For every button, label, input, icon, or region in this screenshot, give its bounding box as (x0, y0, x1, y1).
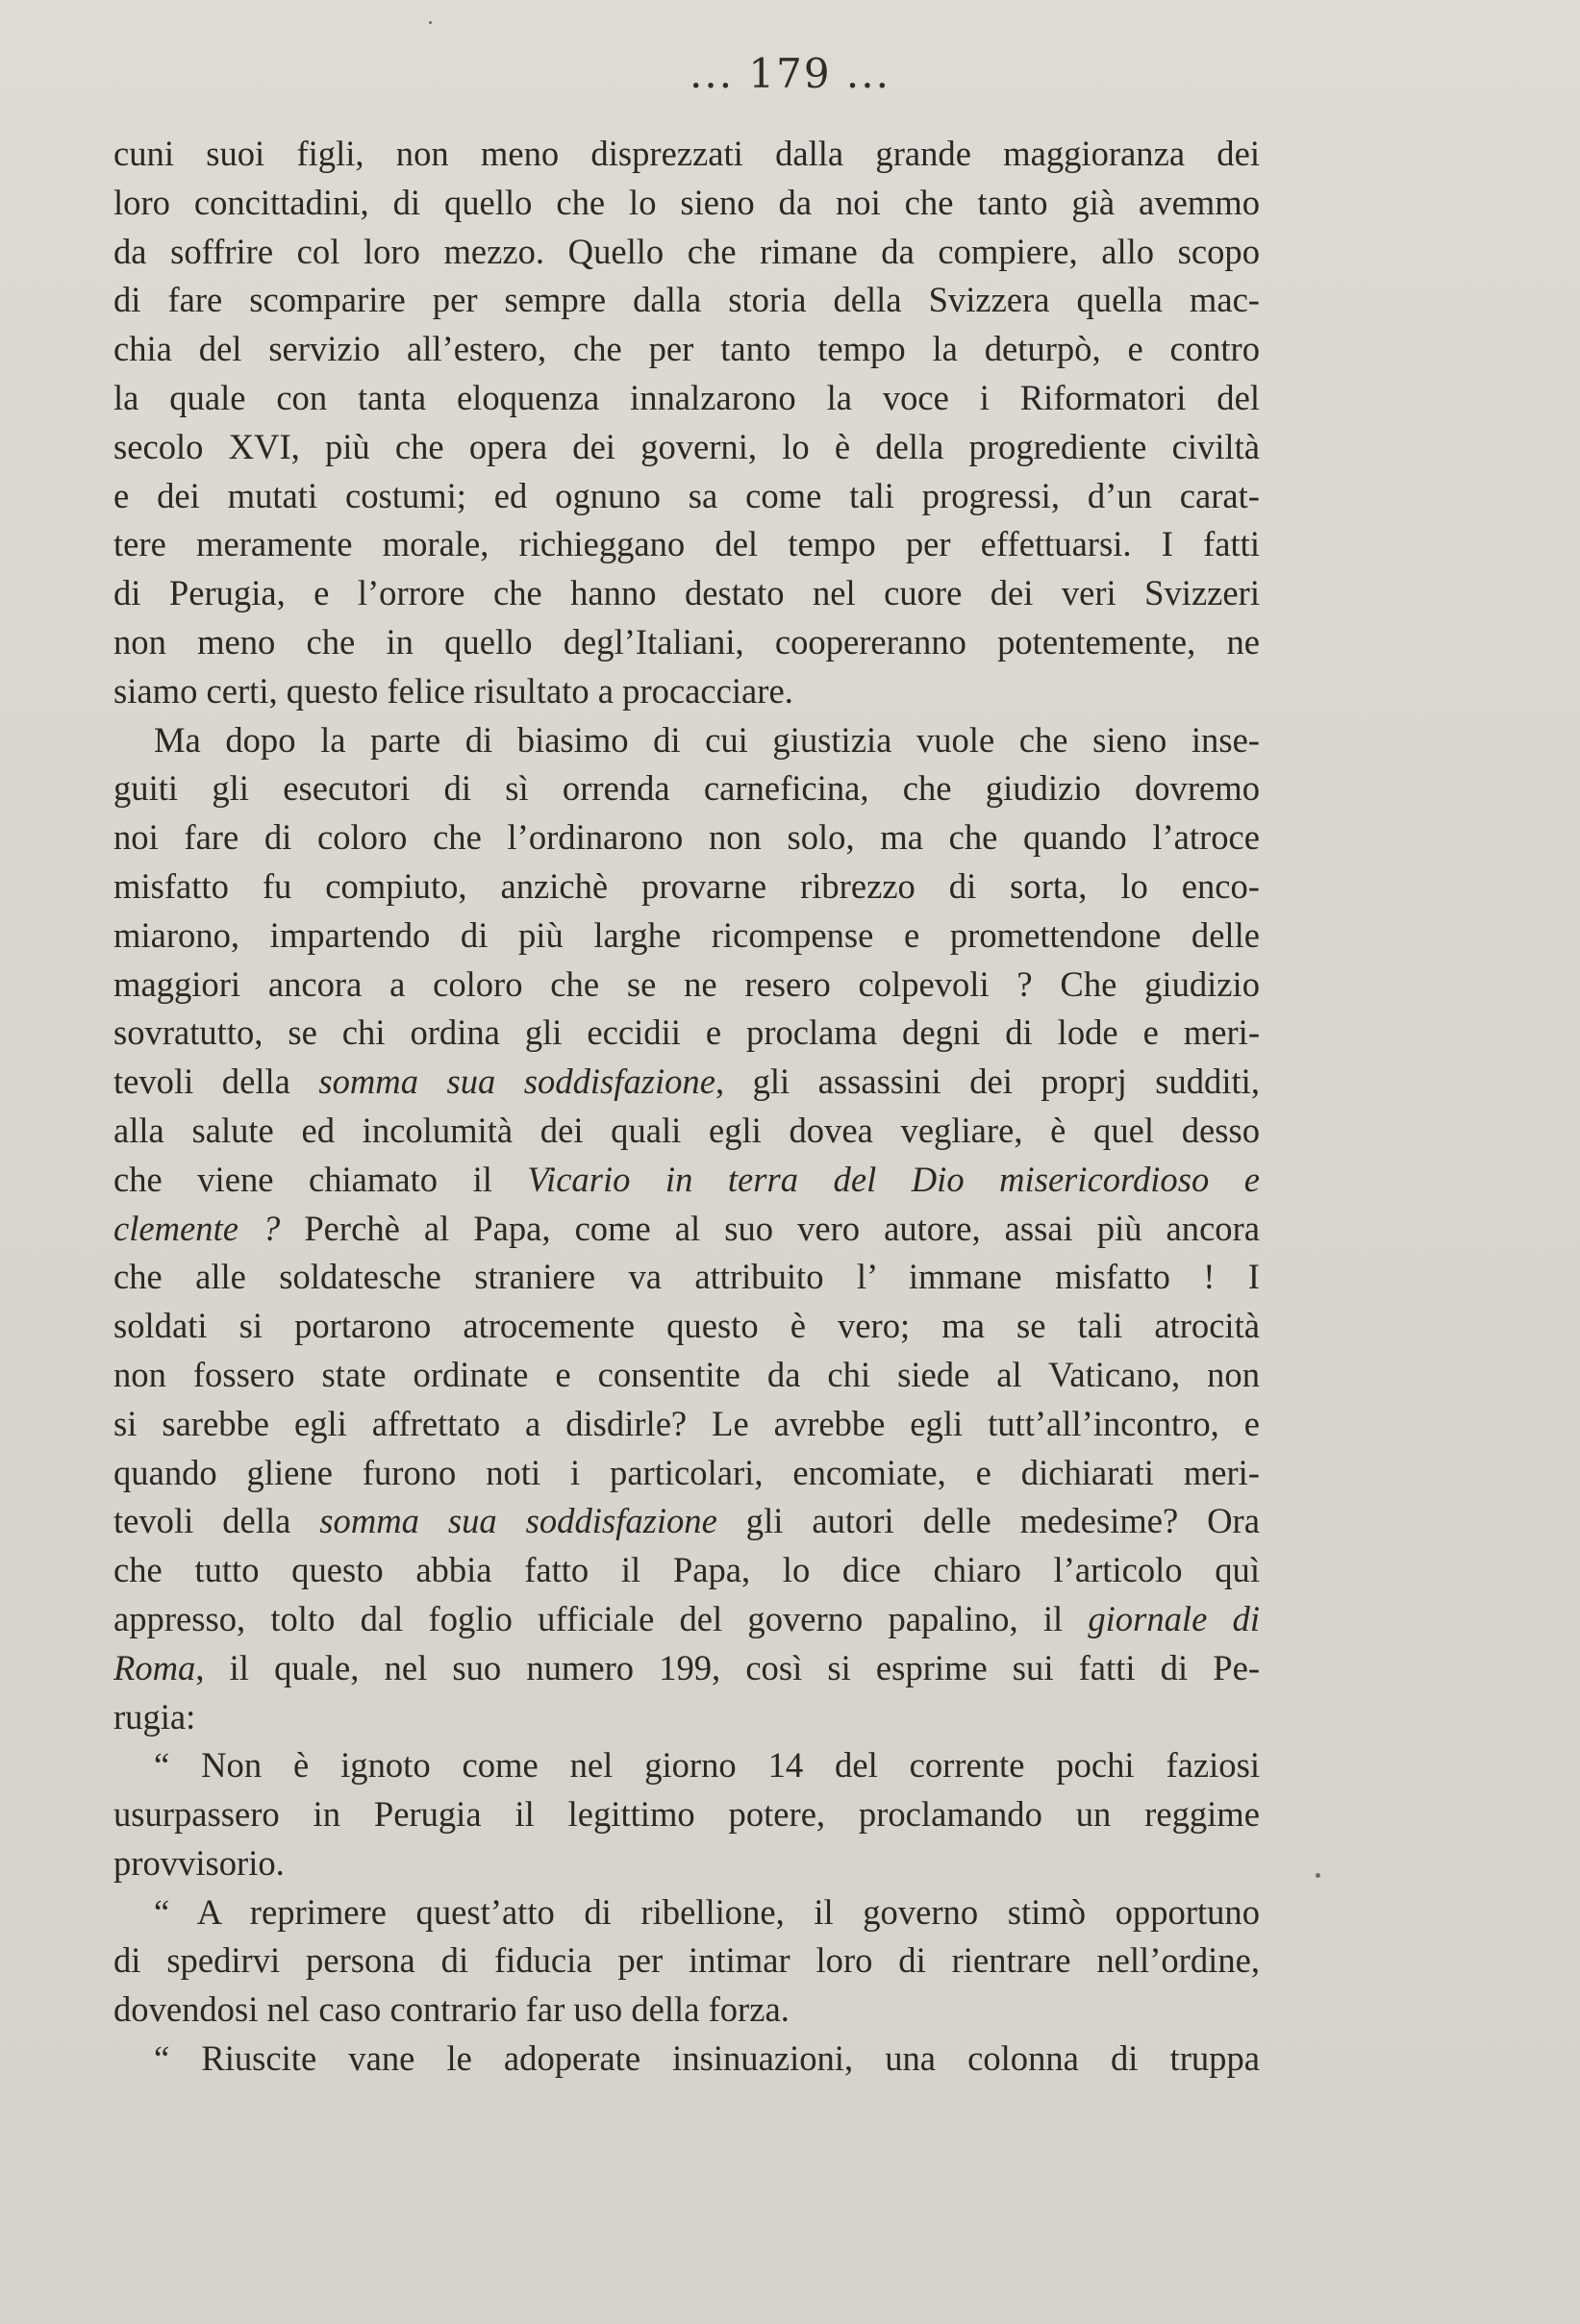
text-line (113, 1595, 1260, 1644)
text-span: che tutto questo abbia fatto il Papa, lo dice chiaro l’articolo quì (113, 1550, 1260, 1590)
italic-text: giornale di (1088, 1598, 1260, 1638)
text-line (113, 1351, 1260, 1400)
text-span: quando gliene furono noti i particolari, encomiate, e dichiarati meri- (113, 1452, 1260, 1492)
text-span: secolo XVI, più che opera dei governi, lo è della progrediente civiltà (113, 426, 1260, 466)
text-line (113, 1253, 1260, 1302)
text-span: di spedirvi persona di fiducia per intimar loro di rientrare nell’ordine, (113, 1940, 1260, 1981)
text-span: , il quale, nel suo numero 199, così si esprime sui fatti di Pe- (195, 1647, 1260, 1687)
text-line (113, 1449, 1260, 1498)
text-span: e dei mutati costumi; ed ognuno sa come tali progressi, d’un carat- (113, 475, 1260, 515)
text-span: la quale con tanta eloquenza innalzarono la voce i Riformatori del (113, 377, 1260, 417)
body-text (113, 130, 1260, 2084)
text-line (113, 1986, 1260, 2035)
text-span: non meno che in quello degl’Italiani, coopereranno potentemente, ne (113, 621, 1260, 662)
text-line (113, 520, 1260, 569)
text-span: cuni suoi figli, non meno disprezzati dalla grande maggioranza dei (113, 134, 1260, 173)
text-line (113, 1400, 1260, 1449)
text-span: gli autori delle medesime? Ora (716, 1501, 1260, 1541)
text-line (113, 2035, 1260, 2084)
text-span: noi fare di coloro che l’ordinarono non solo, ma che quando l’atroce (113, 817, 1260, 858)
text-line (113, 716, 1260, 765)
text-span: guiti gli esecutori di sì orrenda carneficina, che giudizio dovremo (113, 768, 1260, 809)
text-span: chia del servizio all’estero, che per tanto tempo la deturpò, e contro (113, 329, 1260, 369)
paper-speck (1316, 1873, 1320, 1878)
text-line (113, 862, 1260, 912)
text-span: rugia: (113, 1696, 196, 1737)
text-span: maggiori ancora a coloro che se ne resero colpevoli ? Che giudizio (113, 963, 1260, 1004)
text-span: “ Non è ignoto come nel giorno 14 del corrente pochi faziosi (154, 1745, 1260, 1786)
text-span: “ Riuscite vane le adoperate insinuazioni, una colonna di truppa (154, 2038, 1260, 2079)
text-line (113, 1107, 1260, 1156)
italic-text: somma sua soddisfazione (318, 1062, 715, 1102)
italic-text: Roma (113, 1647, 196, 1687)
text-line (113, 1302, 1260, 1351)
text-line (113, 276, 1260, 325)
text-span: tevoli della (113, 1501, 320, 1541)
text-span: appresso, tolto dal foglio ufficiale del governo papalino, il (113, 1598, 1089, 1638)
text-span: tere meramente morale, richieggano del tempo per effettuarsi. I fatti (113, 524, 1260, 564)
text-line (113, 472, 1260, 521)
text-span: siamo certi, questo felice risultato a procacciare. (113, 670, 793, 711)
text-line (113, 1009, 1260, 1058)
text-line (113, 1693, 1260, 1742)
text-line (113, 1546, 1260, 1595)
text-span: “ A reprimere quest’atto di ribellione, il governo stimò opportuno (154, 1891, 1260, 1932)
text-span: da soffrire col loro mezzo. Quello che rimane da compiere, allo scopo (113, 231, 1260, 271)
text-line (113, 764, 1260, 813)
text-span: che viene chiamato il (113, 1159, 528, 1199)
text-line (113, 1497, 1260, 1546)
text-line (113, 1644, 1260, 1693)
text-line (113, 1156, 1260, 1205)
text-line (113, 1888, 1260, 1937)
text-span: si sarebbe egli affrettato a disdirle? Le avrebbe egli tutt’all’incontro, e (113, 1403, 1260, 1443)
text-span: provvisorio. (113, 1842, 285, 1883)
text-line (113, 1937, 1260, 1986)
text-span: che alle soldatesche straniere va attribuito l’ immane misfatto ! I (113, 1257, 1260, 1297)
text-span: miarono, impartendo di più larghe ricompense e promettendone delle (113, 914, 1260, 955)
text-span: tevoli della (113, 1062, 319, 1102)
text-line (113, 1741, 1260, 1790)
text-span: non fossero state ordinate e consentite da chi siede al Vaticano, non (113, 1354, 1260, 1394)
text-line (113, 1058, 1260, 1107)
paper-speck (429, 21, 432, 24)
italic-text: somma sua soddisfazione (319, 1501, 717, 1541)
text-span: usurpassero in Perugia il legittimo potere, proclamando un reggime (113, 1794, 1260, 1835)
text-line (113, 569, 1260, 618)
text-span: di Perugia, e l’orrore che hanno destato nel cuore dei veri Svizzeri (113, 573, 1260, 613)
text-line (113, 667, 1260, 716)
text-span: soldati si portarono atrocemente questo è vero; ma se tali atrocità (113, 1306, 1260, 1346)
text-line (113, 1205, 1260, 1254)
text-line (113, 325, 1260, 374)
text-span: sovratutto, se chi ordina gli eccidii e proclama degni di lode e meri- (113, 1012, 1260, 1053)
page-number: ... 179 ... (690, 50, 890, 97)
text-span: misfatto fu compiuto, anzichè provarne ribrezzo di sorta, lo enco- (113, 865, 1260, 906)
text-span: loro concittadini, di quello che lo sieno da noi che tanto già avemmo (113, 182, 1260, 222)
text-line (113, 423, 1260, 472)
text-line (113, 130, 1260, 179)
text-span: , gli assassini dei proprj sudditi, (715, 1062, 1260, 1102)
text-span: alla salute ed incolumità dei quali egli dovea vegliare, è quel desso (113, 1110, 1260, 1150)
text-line (113, 813, 1260, 862)
text-line (113, 374, 1260, 423)
text-line (113, 618, 1260, 667)
text-span: Perchè al Papa, come al suo vero autore, assai più ancora (280, 1208, 1260, 1248)
text-line (113, 228, 1260, 277)
text-line (113, 179, 1260, 228)
text-line (113, 1790, 1260, 1839)
italic-text: Vicario in terra del Dio misericordioso e (527, 1159, 1260, 1199)
text-span: di fare scomparire per sempre dalla storia della Svizzera quella mac- (113, 280, 1260, 320)
text-line (113, 961, 1260, 1010)
text-span: Ma dopo la parte di biasimo di cui giustizia vuole che sieno inse- (154, 719, 1260, 760)
text-line (113, 912, 1260, 961)
text-line (113, 1839, 1260, 1888)
italic-text: clemente ? (113, 1208, 281, 1248)
text-span: dovendosi nel caso contrario far uso della forza. (113, 1989, 790, 2030)
